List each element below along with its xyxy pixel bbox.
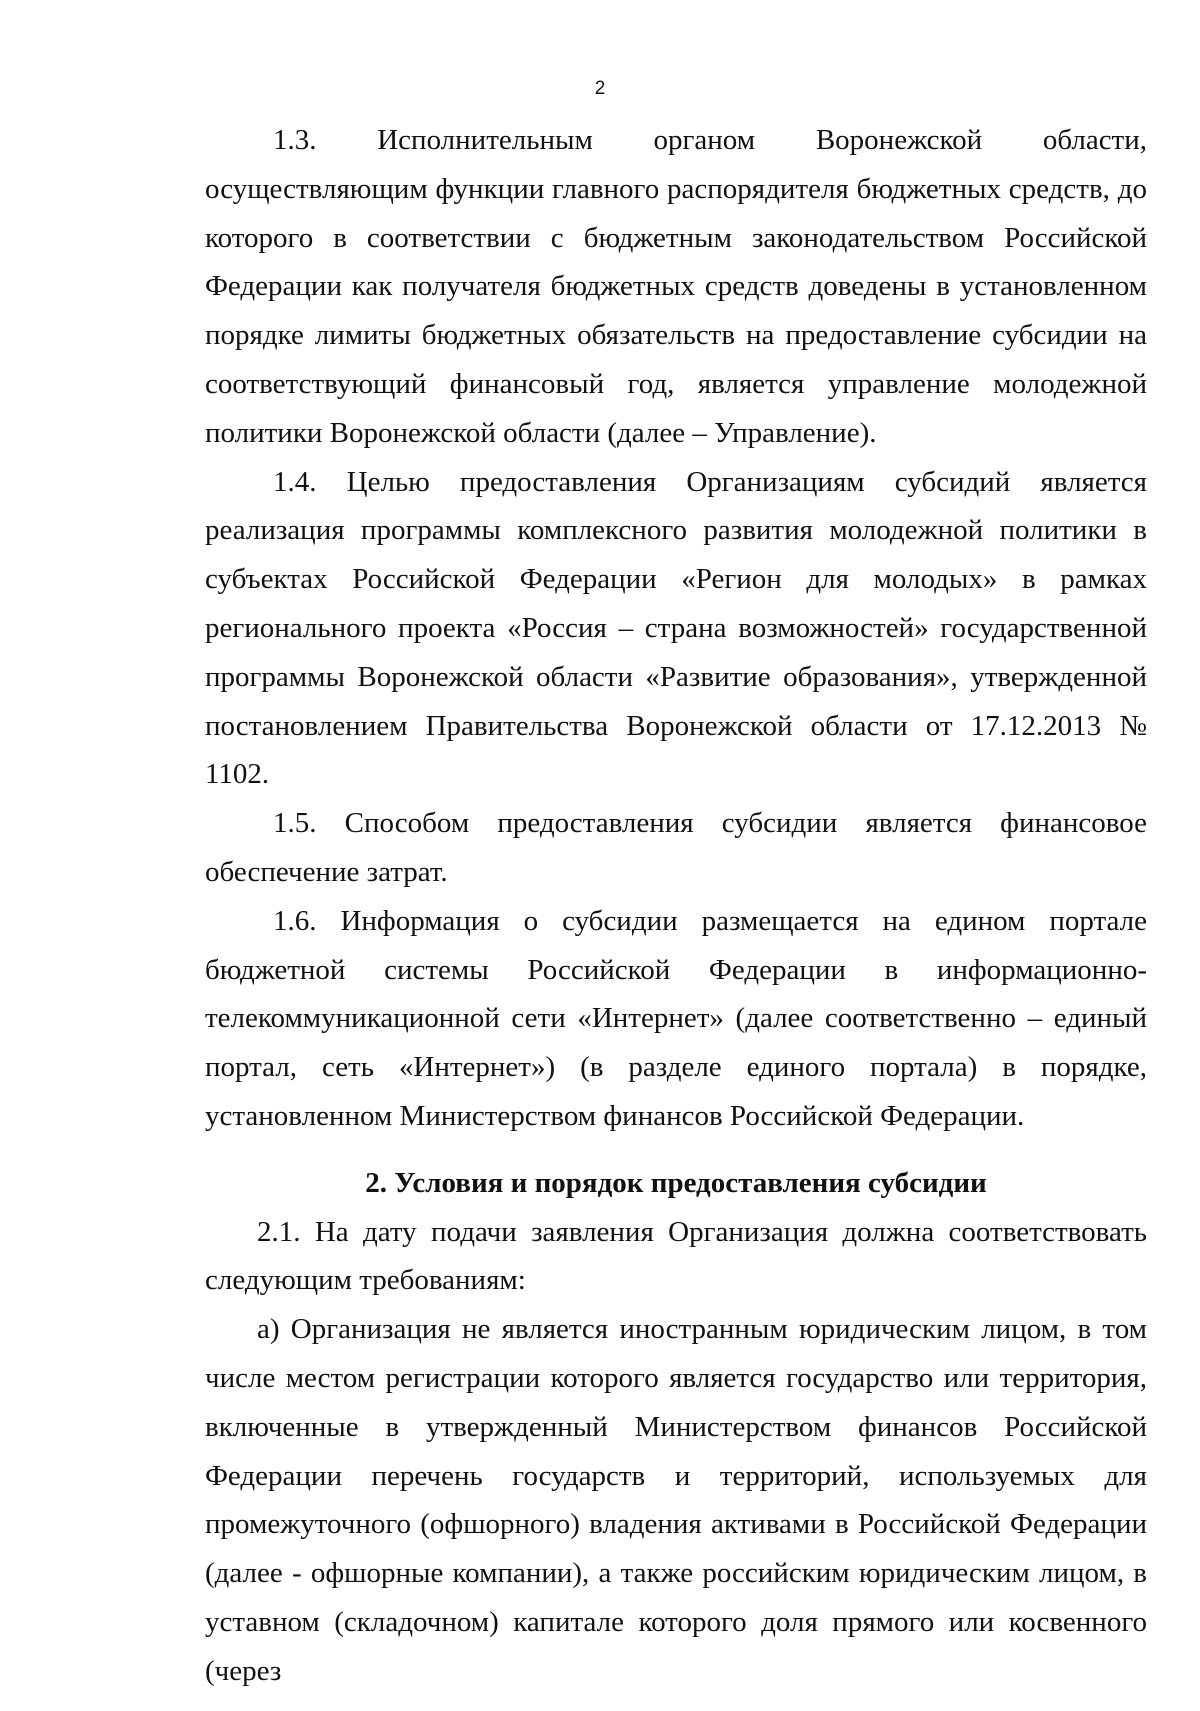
paragraph-number: а): [257, 1313, 280, 1346]
page-number: 2: [594, 78, 606, 99]
paragraph-2-1: [205, 1208, 1147, 1306]
paragraph-number: 1.3.: [273, 124, 317, 156]
paragraph-text: Способом предоставления субсидии является финансовое обеспечение затрат.: [205, 807, 1147, 888]
paragraph-text: Информация о субсидии размещается на едином портале бюджетной системы Российской Федерации в информационно-телекоммуникационной сети «Интернет» (далее соответственно – единый портал, сеть «Интернет») (в разделе единого портала) в порядке, установленном Министерством финансов Российской Федерации.: [205, 904, 1147, 1132]
section-2-heading: 2. Условия и порядок предоставления субсидии: [365, 1166, 987, 1199]
paragraph-number: 1.6.: [273, 904, 317, 937]
paragraph-number: 2.1.: [257, 1215, 301, 1248]
paragraph-number: 1.4.: [273, 465, 317, 498]
paragraph-number: 1.5.: [273, 807, 317, 840]
paragraph-1-5: [205, 799, 1147, 897]
paragraph-1-4: [205, 458, 1147, 800]
paragraph-text: Исполнительным органом Воронежской области, осуществляющим функции главного распорядителя бюджетных средств, до которого в соответствии с бюджетным законодательством Российской Федерации как получателя бюджетных средств доведены в установленном порядке лимиты бюджетных обязательств на предоставление субсидии на соответствующий финансовый год, является управление молодежной политики Воронежской области (далее – Управление).: [205, 124, 1148, 449]
paragraph-text: На дату подачи заявления Организация должна соответствовать следующим требованиям:: [205, 1215, 1147, 1297]
paragraph-1-3: [205, 116, 1147, 458]
document-body: [205, 116, 1147, 1696]
paragraph-2-1-a: [205, 1305, 1147, 1695]
paragraph-text: Организация не является иностранным юридическим лицом, в том числе местом регистрации которого является государство или территория, включенные в утвержденный Министерством финансов Российской Федерации перечень государств и территорий, используемых для промежуточного (офшорного) владения активами в Российской Федерации (далее - офшорные компании), а также российским юридическим лицом, в уставном (складочном) капитале которого доля прямого или косвенного (через: [205, 1313, 1147, 1687]
paragraph-text: Целью предоставления Организациям субсидий является реализация программы комплексного развития молодежной политики в субъектах Российской Федерации «Регион для молодых» в рамках регионального проекта «Россия – страна возможностей» государственной программы Воронежской области «Развитие образования», утвержденной постановлением Правительства Воронежской области от 17.12.2013 № 1102.: [205, 465, 1147, 791]
paragraph-1-6: [205, 897, 1147, 1141]
